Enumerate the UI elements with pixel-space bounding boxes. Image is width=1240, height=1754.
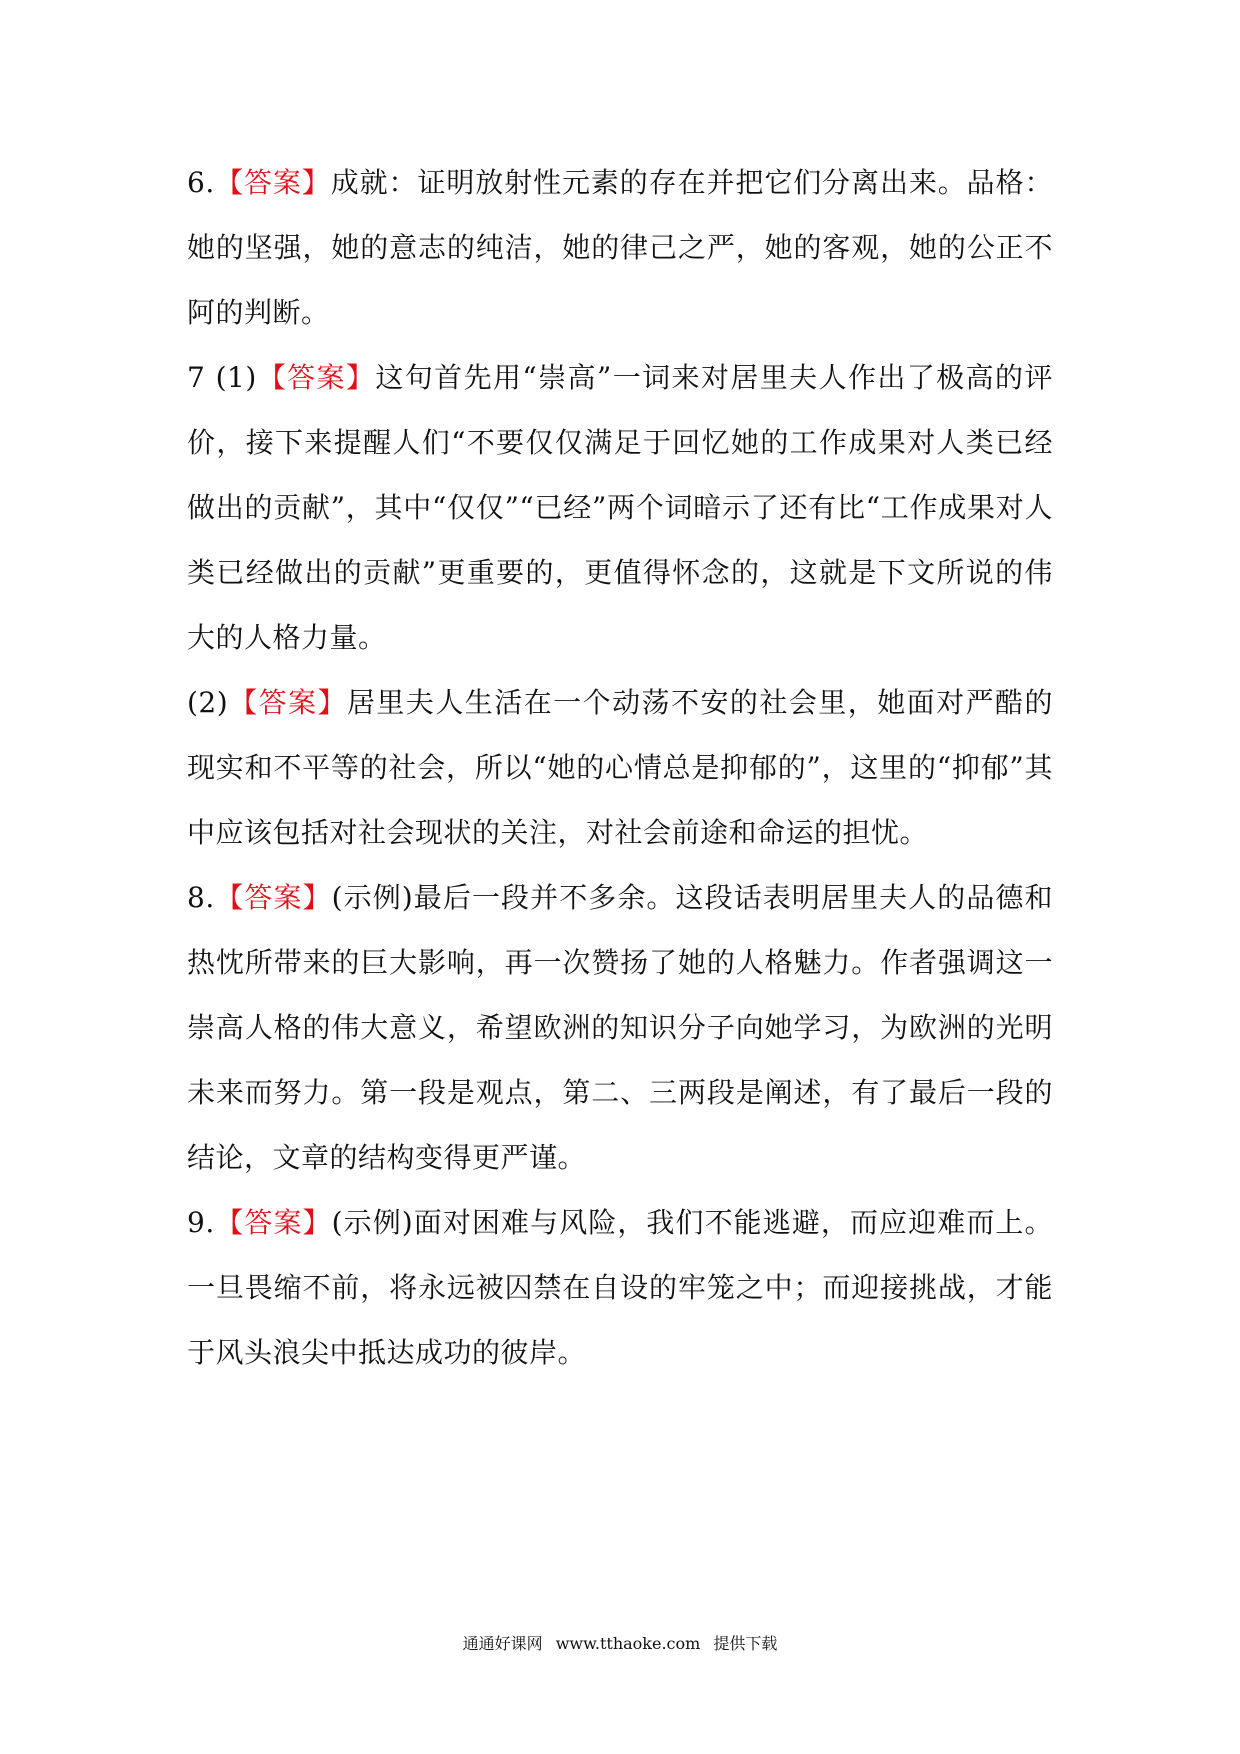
answer-6 (187, 150, 1053, 345)
answer-text: 这句首先用“崇高”一词来对居里夫人作出了极高的评价，接下来提醒人们“不要仅仅满足于回忆她的工作成果对人类已经做出的贡献”，其中“仅仅”“已经”两个词暗示了还有比“工作成果对人类已经做出的贡献”更重要的，更值得怀念的，这就是下文所说的伟大的人格力量。 (187, 361, 1053, 654)
answer-text: 成就：证明放射性元素的存在并把它们分离出来。品格：她的坚强，她的意志的纯洁，她的律己之严，她的客观，她的公正不阿的判断。 (187, 166, 1053, 329)
answer-7-2 (187, 670, 1053, 865)
answer-9 (187, 1190, 1053, 1385)
footer-url[interactable]: www.tthaoke.com (555, 1634, 701, 1653)
answer-tag: 【答案】 (214, 1206, 332, 1239)
answer-tag: 【答案】 (214, 166, 331, 199)
answer-tag: 【答案】 (228, 686, 347, 719)
answer-tag: 【答案】 (256, 361, 376, 394)
answer-8 (187, 865, 1053, 1190)
answer-text: (示例)最后一段并不多余。这段话表明居里夫人的品德和热忱所带来的巨大影响，再一次赞扬了她的人格魅力。作者强调这一崇高人格的伟大意义，希望欧洲的知识分子向她学习，为欧洲的光明未来而努力。第一段是观点，第二、三两段是阐述，有了最后一段的结论，文章的结构变得更严谨。 (187, 881, 1053, 1174)
page-footer (0, 1632, 1240, 1656)
answer-content (187, 150, 1053, 1385)
answer-text: 居里夫人生活在一个动荡不安的社会里，她面对严酷的现实和不平等的社会，所以“她的心情总是抑郁的”，这里的“抑郁”其中应该包括对社会现状的关注，对社会前途和命运的担忧。 (187, 686, 1053, 849)
answer-number: 9. (187, 1206, 215, 1239)
answer-tag: 【答案】 (214, 881, 332, 914)
answer-text: (示例)面对困难与风险，我们不能逃避，而应迎难而上。一旦畏缩不前，将永远被囚禁在自设的牢笼之中；而迎接挑战，才能于风头浪尖中抵达成功的彼岸。 (187, 1206, 1053, 1369)
footer-site-name: 通通好课网 (462, 1634, 543, 1653)
answer-number: (2) (187, 686, 229, 719)
answer-number: 7 (1) (187, 361, 257, 394)
answer-7-1 (187, 345, 1053, 670)
answer-number: 6. (187, 166, 215, 199)
answer-number: 8. (187, 881, 215, 914)
footer-suffix: 提供下载 (713, 1634, 778, 1653)
